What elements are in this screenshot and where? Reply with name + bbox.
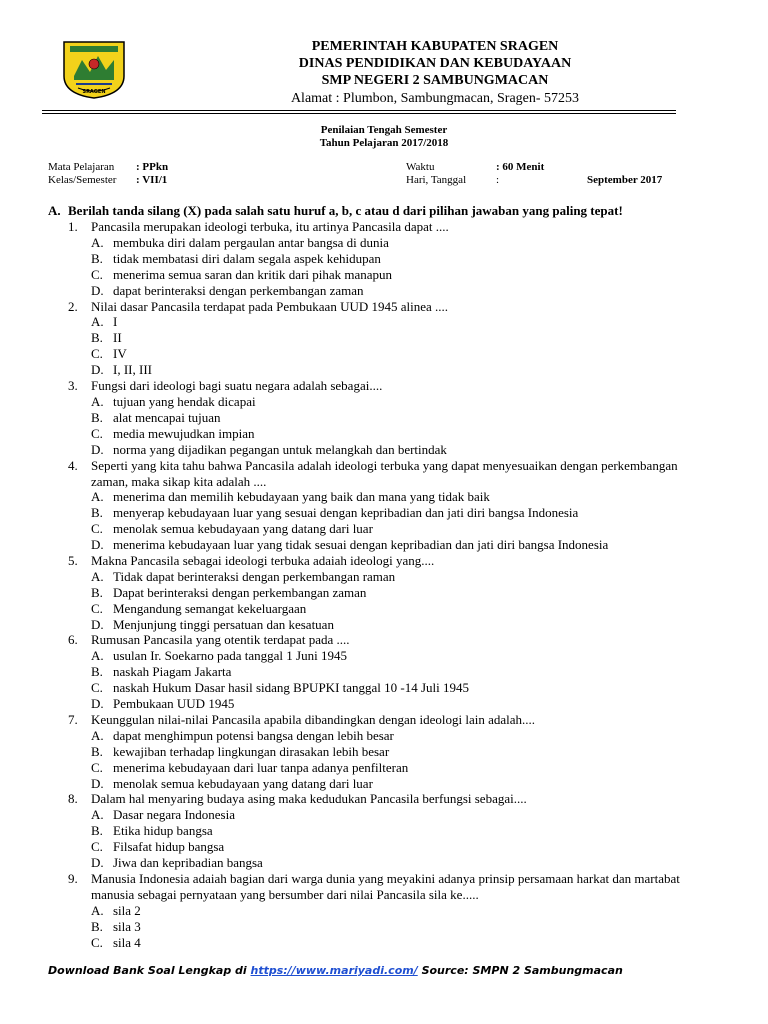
option-text: kewajiban terhadap lingkungan dirasakan lebih besar (113, 743, 390, 759)
option-letter: D. (91, 855, 104, 870)
answer-option (0, 283, 768, 299)
option-text: tujuan yang hendak dicapai (113, 393, 256, 409)
question-text (91, 712, 721, 728)
question-text-line: Dalam hal menyaring budaya asing maka kedudukan Pancasila berfungsi sebagai.... (91, 791, 527, 807)
option-text: menerima dan memilih kebudayaan yang baik dan mana yang tidak baik (113, 489, 490, 505)
question-number: 6. (68, 632, 78, 648)
answer-option (0, 505, 768, 521)
option-letter: B. (91, 918, 103, 934)
question-text (91, 299, 721, 315)
footer-note (48, 964, 623, 977)
option-text: Dapat berinteraksi dengan perkembangan zaman (113, 584, 367, 600)
question (0, 871, 768, 903)
exam-title: Penilaian Tengah Semester (320, 124, 448, 136)
option-text: Dasar negara Indonesia (113, 807, 235, 823)
option-letter: A. (91, 648, 104, 664)
subject-label: Mata Pelajaran (48, 161, 115, 173)
option-letter: B. (91, 409, 103, 425)
answer-option (0, 728, 768, 744)
answer-option (0, 569, 768, 585)
option-text: naskah Piagam Jakarta (113, 664, 232, 680)
option-text: usulan Ir. Soekarno pada tanggal 1 Juni 1945 (113, 648, 347, 664)
option-text: Pembukaan UUD 1945 (113, 696, 235, 711)
answer-option (0, 855, 768, 871)
letterhead (0, 0, 768, 112)
option-text: menolak semua kebudayaan yang datang dari luar (113, 521, 373, 537)
answer-option (0, 426, 768, 442)
question (0, 378, 768, 394)
option-letter: A. (91, 234, 104, 250)
option-letter: A. (91, 393, 104, 409)
question-text (91, 871, 721, 903)
option-text: media mewujudkan impian (113, 425, 255, 441)
option-letter: C. (91, 759, 103, 775)
option-letter: B. (91, 664, 103, 680)
answer-option (0, 330, 768, 346)
question-text (91, 219, 721, 235)
option-text: membuka diri dalam pergaulan antar bangsa di dunia (113, 234, 389, 250)
question-text (91, 553, 721, 569)
option-letter: A. (91, 807, 104, 823)
option-text: Mengandung semangat kekeluargaan (113, 600, 307, 616)
class-label: Kelas/Semester (48, 174, 117, 186)
option-text: naskah Hukum Dasar hasil sidang BPUPKI tanggal 10 -14 Juli 1945 (113, 680, 470, 696)
section-letter: A. (48, 203, 61, 218)
option-text: sila 3 (113, 918, 141, 934)
question (0, 299, 768, 315)
option-text: Menjunjung tinggi persatuan dan kesatuan (113, 616, 334, 632)
option-letter: D. (91, 282, 104, 298)
answer-option (0, 394, 768, 410)
answer-option (0, 935, 768, 951)
option-letter: B. (91, 743, 103, 759)
answer-option (0, 362, 768, 378)
option-text: menolak semua kebudayaan yang datang dari luar (113, 775, 373, 791)
answer-option (0, 744, 768, 760)
option-text: sila 4 (113, 934, 141, 950)
header-divider-thin (42, 113, 676, 114)
option-text: IV (113, 346, 127, 362)
question (0, 791, 768, 807)
question-number: 8. (68, 791, 78, 807)
question-text-line: zaman, maka sikap kita adalah .... (91, 473, 267, 489)
option-text: I (113, 314, 118, 330)
footer-prefix: Download Bank Soal Lengkap di (48, 964, 251, 977)
question (0, 712, 768, 728)
answer-option (0, 521, 768, 537)
answer-option (0, 537, 768, 553)
option-text: menerima semua saran dan kritik dari pihak manapun (113, 266, 393, 282)
answer-option (0, 696, 768, 712)
answer-option (0, 760, 768, 776)
option-text: Tidak dapat berinteraksi dengan perkembangan raman (113, 568, 396, 584)
question-text-line: Pancasila merupakan ideologi terbuka, itu artinya Pancasila dapat .... (91, 219, 449, 234)
option-text: menerima kebudayaan luar yang tidak sesuai dengan kepribadian dan jati diri bangsa Indonesia (113, 537, 609, 552)
answer-option (0, 346, 768, 362)
header-department: DINAS PENDIDIKAN DAN KEBUDAYAAN (298, 56, 572, 71)
date-colon: : (496, 174, 500, 186)
option-letter: A. (91, 727, 104, 743)
answer-option (0, 680, 768, 696)
question-number: 5. (68, 552, 78, 568)
footer-link[interactable]: https://www.mariyadi.com/ (250, 964, 418, 977)
question-text (91, 458, 721, 490)
question-text-line: Keunggulan nilai-nilai Pancasila apabila dibandingkan dengan ideologi lain adalah.... (91, 711, 536, 727)
option-letter: D. (91, 616, 104, 632)
answer-option (0, 267, 768, 283)
option-letter: C. (91, 266, 103, 282)
option-letter: D. (91, 441, 104, 457)
answer-option (0, 235, 768, 251)
option-letter: B. (91, 330, 103, 346)
time-value: : 60 Menit (496, 161, 545, 173)
answer-option (0, 776, 768, 792)
option-letter: D. (91, 537, 104, 552)
question (0, 219, 768, 235)
sragen-regency-emblem (60, 36, 128, 100)
option-letter: C. (91, 346, 103, 362)
question-number: 7. (68, 711, 78, 727)
option-letter: A. (91, 489, 104, 505)
option-letter: C. (91, 839, 103, 855)
option-letter: A. (91, 902, 104, 918)
option-text: menerima kebudayaan dari luar tanpa adanya penfilteran (113, 759, 409, 775)
answer-option (0, 839, 768, 855)
question-text-line: Nilai dasar Pancasila terdapat pada Pembukaan UUD 1945 alinea .... (91, 298, 449, 314)
header-government: PEMERINTAH KABUPATEN SRAGEN (311, 39, 559, 54)
option-text: alat mencapai tujuan (113, 409, 221, 425)
answer-option (0, 823, 768, 839)
option-letter: B. (91, 823, 103, 839)
option-text: norma yang dijadikan pegangan untuk melangkah dan bertindak (113, 441, 447, 457)
header-school: SMP NEGERI 2 SAMBUNGMACAN (321, 73, 549, 88)
option-letter: C. (91, 425, 103, 441)
question-text-line: Rumusan Pancasila yang otentik terdapat pada .... (91, 632, 350, 648)
option-text: dapat menghimpun potensi bangsa dengan lebih besar (113, 727, 394, 743)
question-number: 1. (68, 219, 78, 234)
question-number: 9. (68, 870, 78, 886)
svg-text:SRAGEN: SRAGEN (82, 89, 106, 95)
question (0, 632, 768, 648)
option-text: Filsafat hidup bangsa (113, 839, 225, 855)
section-instruction (48, 203, 623, 219)
answer-option (0, 617, 768, 633)
question-text-line: Fungsi dari ideologi bagi suatu negara adalah sebagai.... (91, 378, 383, 393)
answer-option (0, 314, 768, 330)
option-text: dapat berinteraksi dengan perkembangan zaman (113, 282, 364, 298)
question-text (91, 632, 721, 648)
option-text: tidak membatasi diri dalam segala aspek kehidupan (113, 250, 381, 266)
subject-value: : PPkn (136, 161, 169, 173)
question-number: 2. (68, 298, 78, 314)
question-text (91, 791, 721, 807)
option-text: menyerap kebudayaan luar yang sesuai dengan kepribadian dan jati diri bangsa Indonesia (113, 505, 579, 521)
option-letter: C. (91, 521, 103, 537)
date-label: Hari, Tanggal (406, 174, 467, 186)
answer-option (0, 664, 768, 680)
question-text-line: manusia sebagai pernyataan yang bersumber dari nilai Pancasila sila ke..... (91, 886, 479, 902)
option-text: II (113, 330, 122, 346)
question (0, 553, 768, 569)
header-address: Alamat : Plumbon, Sambungmacan, Sragen- 57253 (290, 91, 580, 106)
option-letter: D. (91, 775, 104, 791)
answer-option (0, 489, 768, 505)
question-text-line: Manusia Indonesia adaiah bagian dari warga dunia yang meyakini adanya prinsip persamaan harkat dan martabat (91, 870, 680, 886)
option-letter: B. (91, 584, 103, 600)
answer-option (0, 601, 768, 617)
answer-option (0, 807, 768, 823)
date-value: September 2017 (587, 174, 663, 186)
answer-option (0, 410, 768, 426)
header-divider-thick (42, 110, 676, 111)
question-text-line: Seperti yang kita tahu bahwa Pancasila adalah ideologi terbuka yang dapat menyesuaikan dengan perkembangan (91, 457, 678, 473)
option-letter: A. (91, 314, 104, 330)
footer-suffix: Source: SMPN 2 Sambungmacan (417, 964, 623, 977)
option-letter: D. (91, 362, 104, 378)
option-letter: C. (91, 680, 103, 696)
question-text (91, 378, 721, 394)
answer-option (0, 585, 768, 601)
option-letter: D. (91, 696, 104, 711)
answer-option (0, 903, 768, 919)
answer-option (0, 442, 768, 458)
option-letter: B. (91, 505, 103, 521)
option-text: I, II, III (113, 362, 152, 378)
option-letter: C. (91, 934, 103, 950)
option-letter: C. (91, 600, 103, 616)
question (0, 458, 768, 490)
answer-option (0, 251, 768, 267)
option-text: sila 2 (113, 902, 141, 918)
time-label: Waktu (406, 161, 435, 173)
question-number: 4. (68, 457, 78, 473)
option-text: Jiwa dan kepribadian bangsa (113, 855, 263, 870)
question-number: 3. (68, 378, 78, 393)
option-letter: A. (91, 568, 104, 584)
question-text-line: Makna Pancasila sebagai ideologi terbuka adaiah ideologi yang.... (91, 552, 435, 568)
answer-option (0, 919, 768, 935)
class-value: : VII/1 (136, 174, 168, 186)
option-text: Etika hidup bangsa (113, 823, 213, 839)
option-letter: B. (91, 250, 103, 266)
exam-year: Tahun Pelajaran 2017/2018 (319, 137, 449, 149)
section-text: Berilah tanda silang (X) pada salah satu huruf a, b, c atau d dari pilihan jawaban yang paling tepat! (68, 203, 623, 218)
answer-option (0, 648, 768, 664)
